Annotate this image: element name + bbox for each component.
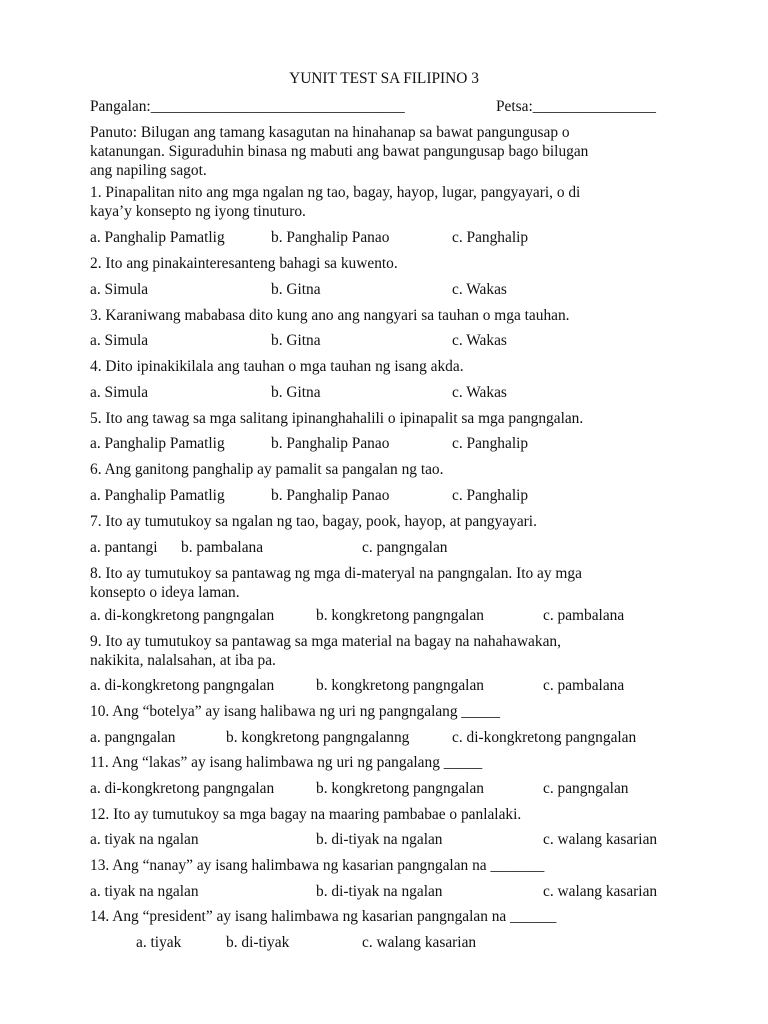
question-text: 14. Ang “president” ay isang halimbawa ng kasarian pangngalan na ______ [90, 908, 557, 925]
question-text: kaya’y konsepto ng iyong tinuturo. [90, 203, 306, 220]
choice-b: b. kongkretong pangngalan [316, 607, 484, 624]
question-text: 10. Ang “botelya” ay isang halibawa ng uri ng pangngalang _____ [90, 703, 500, 720]
choice-b: b. di-tiyak na ngalan [316, 831, 443, 848]
question-text: konsepto o ideya laman. [90, 584, 240, 601]
choice-c: c. walang kasarian [543, 883, 658, 900]
question-text: 9. Ito ay tumutukoy sa pantawag sa mga material na bagay na nahahawakan, [90, 633, 561, 650]
choice-c: c. Panghalip [452, 487, 529, 504]
question-text: 12. Ito ay tumutukoy sa mga bagay na maaring pambabae o panlalaki. [90, 806, 522, 823]
choice-a: a. tiyak na ngalan [90, 883, 199, 900]
choice-b: b. kongkretong pangngalan [316, 677, 484, 694]
choice-c: c. Wakas [452, 332, 507, 349]
choice-a: a. Panghalip Pamatlig [90, 229, 225, 246]
instructions-line: Panuto: Bilugan ang tamang kasagutan na hinahanap sa bawat pangungusap o [90, 124, 570, 141]
choice-b: b. di-tiyak [226, 934, 290, 951]
choice-a: a. Simula [90, 281, 149, 298]
choice-b: b. Gitna [271, 281, 321, 298]
choice-a: a. Simula [90, 332, 149, 349]
page-title: YUNIT TEST SA FILIPINO 3 [289, 70, 479, 87]
choice-a: a. tiyak [136, 934, 182, 951]
choice-a: a. tiyak na ngalan [90, 831, 199, 848]
question-text: 11. Ang “lakas” ay isang halimbawa ng uri ng pangalang _____ [90, 754, 483, 771]
choice-c: c. walang kasarian [543, 831, 658, 848]
choice-b: b. Panghalip Panao [271, 229, 390, 246]
choice-c: c. walang kasarian [362, 934, 477, 951]
choice-a: a. Panghalip Pamatlig [90, 487, 225, 504]
choice-b: b. Gitna [271, 332, 321, 349]
question-text: 2. Ito ang pinakainteresanteng bahagi sa kuwento. [90, 255, 398, 272]
choice-a: a. Simula [90, 384, 149, 401]
choice-b: b. kongkretong pangngalanng [226, 729, 410, 746]
choice-b: b. kongkretong pangngalan [316, 780, 484, 797]
question-text: 4. Dito ipinakikilala ang tauhan o mga tauhan ng isang akda. [90, 358, 464, 375]
instructions-line: katanungan. Siguraduhin binasa ng mabuti ang bawat pangungusap bago bilugan [90, 143, 589, 160]
choice-b: b. di-tiyak na ngalan [316, 883, 443, 900]
choice-c: c. Wakas [452, 281, 507, 298]
choice-a: a. di-kongkretong pangngalan [90, 780, 275, 797]
question-text: 3. Karaniwang mababasa dito kung ano ang nangyari sa tauhan o mga tauhan. [90, 307, 570, 324]
choice-c: c. pambalana [543, 677, 625, 694]
choice-c: c. di-kongkretong pangngalan [452, 729, 637, 746]
choice-c: c. pambalana [543, 607, 625, 624]
choice-b: b. Gitna [271, 384, 321, 401]
question-text: nakikita, nalalsahan, at iba pa. [90, 652, 276, 669]
question-text: 5. Ito ang tawag sa mga salitang ipinanghahalili o ipinapalit sa mga pangngalan. [90, 410, 584, 427]
instructions-line: ang napiling sagot. [90, 162, 207, 179]
choice-c: c. pangngalan [362, 539, 448, 556]
question-text: 8. Ito ay tumutukoy sa pantawag ng mga di-materyal na pangngalan. Ito ay mga [90, 565, 582, 582]
question-text: 13. Ang “nanay” ay isang halimbawa ng kasarian pangngalan na _______ [90, 857, 545, 874]
choice-c: c. pangngalan [543, 780, 629, 797]
date-field: Petsa:________________ [496, 98, 656, 115]
choice-c: c. Wakas [452, 384, 507, 401]
choice-a: a. Panghalip Pamatlig [90, 435, 225, 452]
question-text: 6. Ang ganitong panghalip ay pamalit sa pangalan ng tao. [90, 461, 444, 478]
choice-a: a. di-kongkretong pangngalan [90, 607, 275, 624]
choice-a: a. pantangi [90, 539, 158, 556]
choice-b: b. pambalana [181, 539, 264, 556]
choice-a: a. di-kongkretong pangngalan [90, 677, 275, 694]
question-text: 1. Pinapalitan nito ang mga ngalan ng tao, bagay, hayop, lugar, pangyayari, o di [90, 184, 581, 201]
choice-b: b. Panghalip Panao [271, 435, 390, 452]
choice-b: b. Panghalip Panao [271, 487, 390, 504]
choice-c: c. Panghalip [452, 229, 529, 246]
choice-c: c. Panghalip [452, 435, 529, 452]
choice-a: a. pangngalan [90, 729, 176, 746]
question-text: 7. Ito ay tumutukoy sa ngalan ng tao, bagay, pook, hayop, at pangyayari. [90, 513, 537, 530]
name-field: Pangalan:_________________________________ [90, 98, 405, 115]
